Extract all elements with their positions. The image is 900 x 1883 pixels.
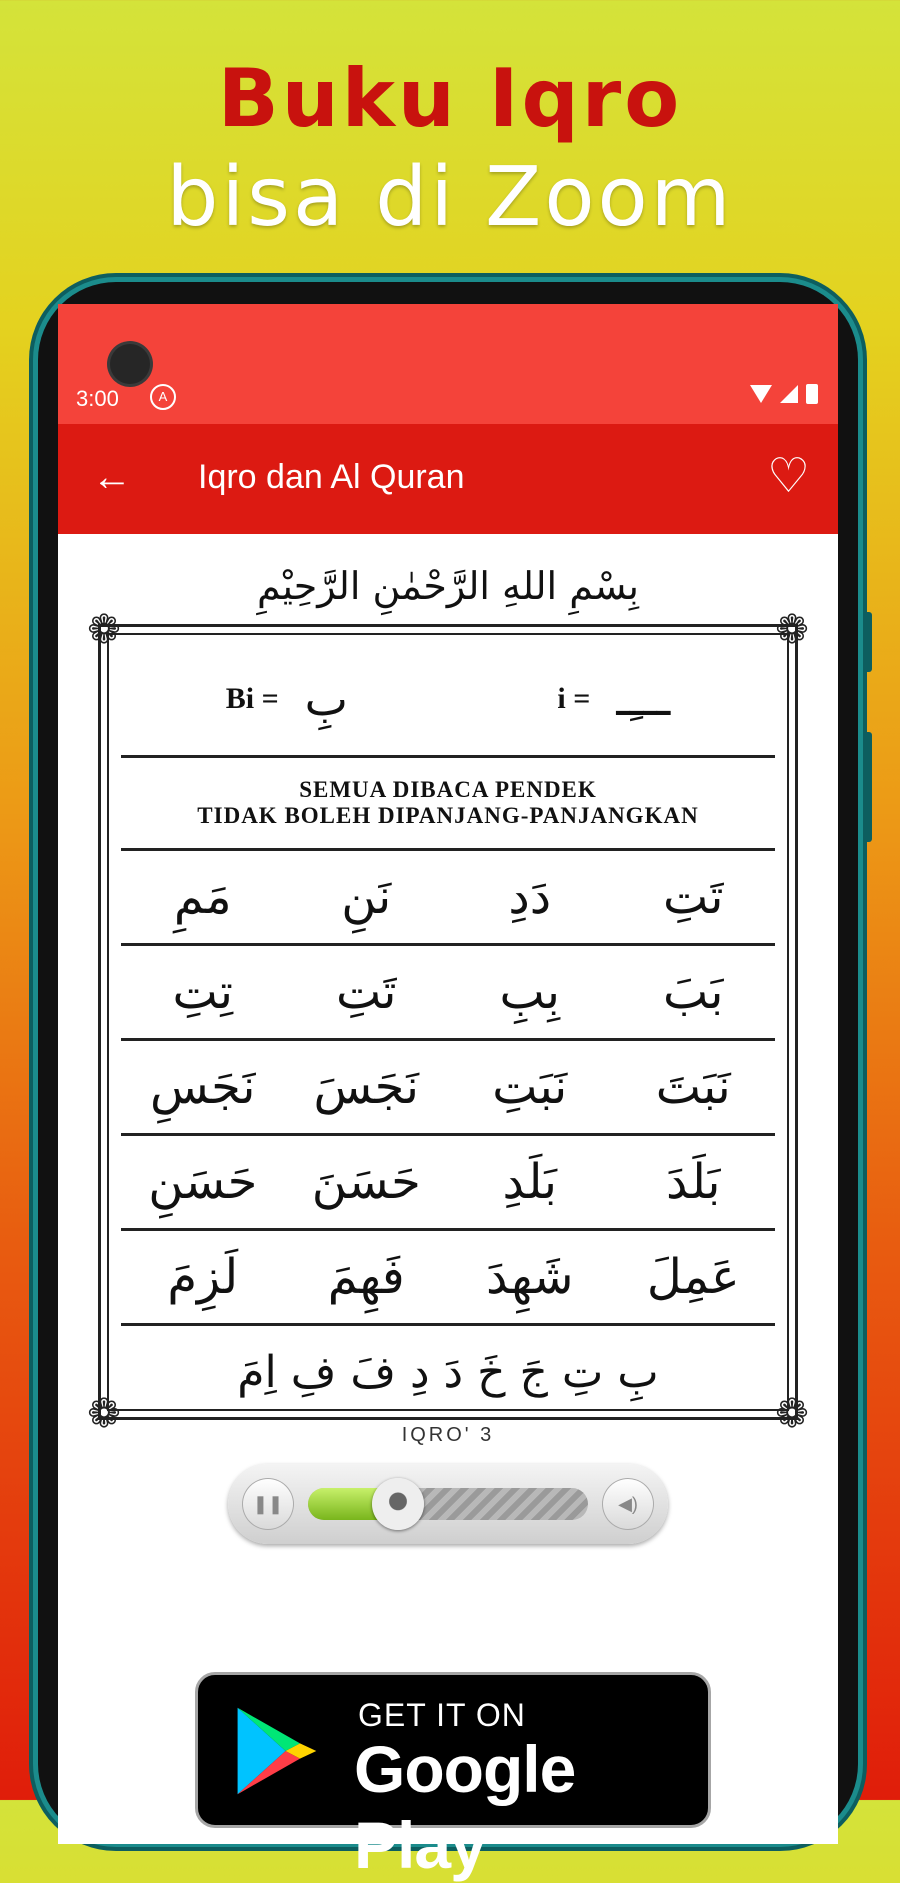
arabic-row (121, 946, 775, 1041)
badge-big-text: Google Play (354, 1732, 576, 1882)
volume-icon[interactable]: ◀) (602, 1478, 654, 1530)
phone-volume-button (864, 732, 872, 842)
arabic-word: نَبَتِ (492, 1059, 568, 1115)
google-play-icon (228, 1703, 324, 1799)
arabic-row (121, 1231, 775, 1326)
audio-progress-knob[interactable] (372, 1478, 424, 1530)
arabic-row-letters (121, 1326, 775, 1418)
wifi-icon (750, 385, 772, 403)
pause-icon[interactable]: ❚❚ (242, 1478, 294, 1530)
page-label: IQRO' 3 (401, 1424, 495, 1446)
phone-frame (38, 282, 858, 1882)
note-line: TIDAK BOLEH DIPANJANG-PANJANGKAN (197, 803, 699, 828)
ornament-icon: ❁ (775, 1392, 809, 1436)
heart-outline-icon[interactable]: ♡ (766, 450, 810, 503)
status-bar (58, 304, 838, 424)
arabic-word: نَبَتَ (655, 1059, 731, 1115)
arabic-word: نَنِ (341, 869, 392, 925)
system-icons (750, 384, 818, 404)
phone-screen (58, 304, 838, 1882)
note-line: SEMUA DIBACA PENDEK (299, 777, 597, 802)
badge-small-text: GET IT ON (358, 1697, 526, 1733)
arabic-word: حَسَنَ (311, 1154, 421, 1210)
camera-cutout (110, 344, 150, 384)
google-play-badge[interactable] (195, 1672, 711, 1882)
app-title: Iqro dan Al Quran (198, 458, 465, 496)
ornament-icon: ❁ (87, 1392, 121, 1436)
arabic-word: شَهِدَ (485, 1249, 574, 1305)
arabic-word: فَهِمَ (327, 1249, 405, 1305)
arabic-word: بَبَ (663, 964, 724, 1020)
arabic-word: عَمِلَ (646, 1249, 740, 1305)
arabic-row (121, 1136, 775, 1231)
basmala: بِسْمِ اللهِ الرَّحْمٰنِ الرَّحِيْمِ (257, 564, 639, 608)
arrow-back-icon[interactable]: ← (92, 455, 132, 499)
ornament-icon: ❁ (87, 608, 121, 652)
ornament-icon: ❁ (775, 608, 809, 652)
arabic-row (121, 1041, 775, 1136)
notification-icon: A (150, 384, 176, 410)
lesson-table (121, 643, 775, 1401)
legend-label: i = (557, 682, 591, 715)
content-area (58, 534, 838, 1882)
arabic-word: تَتِ (336, 964, 397, 1020)
arabic-word: نَجَسِ (149, 1059, 256, 1115)
legend-label: Bi = (225, 682, 279, 715)
audio-progress-track[interactable] (308, 1488, 588, 1520)
promo-title: Buku Iqro (217, 52, 683, 145)
arabic-word: مَمِ (173, 869, 232, 925)
iqro-page-image[interactable] (58, 534, 838, 1454)
legend-item (226, 672, 348, 726)
arabic-word: تِتِ (172, 964, 233, 1020)
arabic-word: بَلَدَ (666, 1154, 721, 1210)
legend-glyph: بِ (304, 672, 348, 726)
arabic-row (121, 851, 775, 946)
arabic-word: لَزِمَ (167, 1249, 239, 1305)
phone-side-button (864, 612, 872, 672)
arabic-word: بِبِ (499, 964, 560, 1020)
arabic-word: نَجَسَ (313, 1059, 420, 1115)
status-time: 3:00 (76, 386, 119, 411)
legend-item (557, 672, 670, 726)
legend-glyph: ـــِـ (616, 672, 671, 726)
instruction-note (121, 758, 775, 851)
arabic-letters: بِ تِ جَ خَ دَ دِ فَ فِ اِمَ (237, 1346, 659, 1398)
app-bar (58, 424, 838, 534)
arabic-word: حَسَنِ (148, 1154, 258, 1210)
arabic-word: تَتِ (663, 869, 724, 925)
arabic-word: بَلَدِ (502, 1154, 557, 1210)
audio-player (228, 1464, 668, 1544)
battery-icon (806, 384, 818, 404)
legend-row (121, 643, 775, 758)
promo-subtitle: bisa di Zoom (166, 150, 734, 245)
signal-icon (780, 385, 798, 403)
arabic-word: دَدِ (508, 869, 552, 925)
